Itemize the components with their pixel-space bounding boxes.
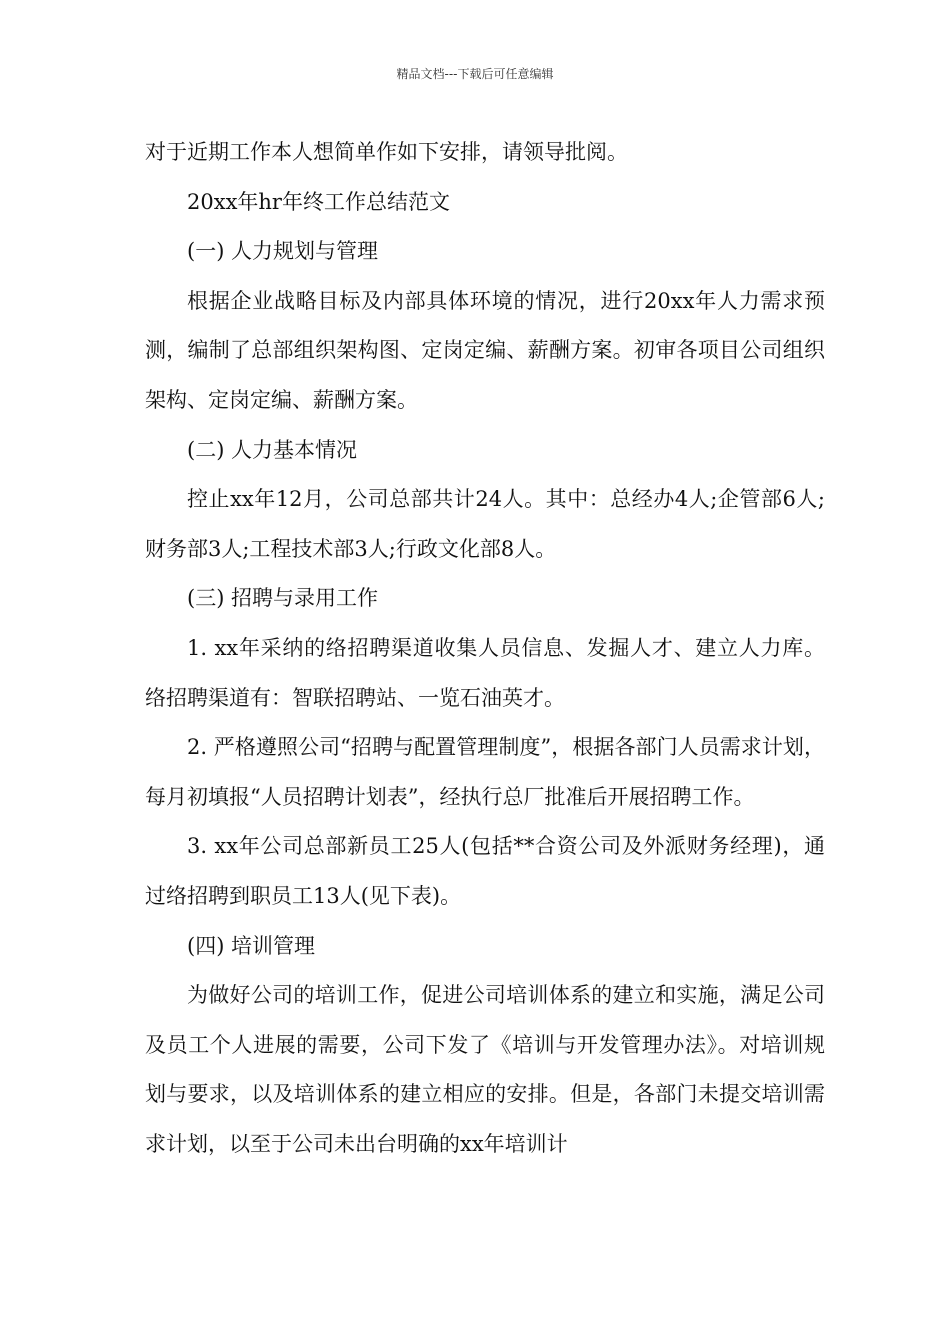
paragraph-training: 为做好公司的培训工作，促进公司培训体系的建立和实施，满足公司及员工个人进展的需要，公司下发了《培训与开发管理办法》。对培训规划与要求，以及培训体系的建立相应的安排。但是，各部门未提交培训需求计划，以至于公司未出台明确的xx年培训计 (145, 983, 825, 1156)
page-header: 精品文档---下载后可任意编辑 (396, 67, 554, 81)
paragraph-intro: 对于近期工作本人想简单作如下安排，请领导批阅。 (145, 140, 628, 164)
paragraph-recruitment-3: 3. xx年公司总部新员工25人(包括**合资公司及外派财务经理)，通过络招聘到职员工13人(见下表)。 (145, 834, 825, 908)
section-title: 20xx年hr年终工作总结范文 (187, 189, 450, 214)
heading-training: (四) 培训管理 (187, 933, 316, 958)
paragraph-hr-planning: 根据企业战略目标及内部具体环境的情况，进行20xx年人力需求预测，编制了总部组织架构图、定岗定编、薪酬方案。初审各项目公司组织架构、定岗定编、薪酬方案。 (145, 288, 825, 412)
heading-hr-basics: (二) 人力基本情况 (187, 437, 358, 462)
heading-recruitment: (三) 招聘与录用工作 (187, 586, 379, 611)
paragraph-hr-basics: 控止xx年12月，公司总部共计24人。其中：总经办4人;企管部6人;财务部3人;工程技术部3人;行政文化部8人。 (145, 487, 825, 561)
paragraph-recruitment-2: 2. 严格遵照公司“招聘与配置管理制度”，根据各部门人员需求计划，每月初填报“人员招聘计划表”，经执行总厂批准后开展招聘工作。 (145, 735, 825, 809)
paragraph-recruitment-1: 1. xx年采纳的络招聘渠道收集人员信息、发掘人才、建立人力库。络招聘渠道有：智联招聘站、一览石油英才。 (145, 635, 825, 710)
document-body (145, 128, 825, 1169)
heading-hr-planning: (一) 人力规划与管理 (187, 239, 379, 264)
